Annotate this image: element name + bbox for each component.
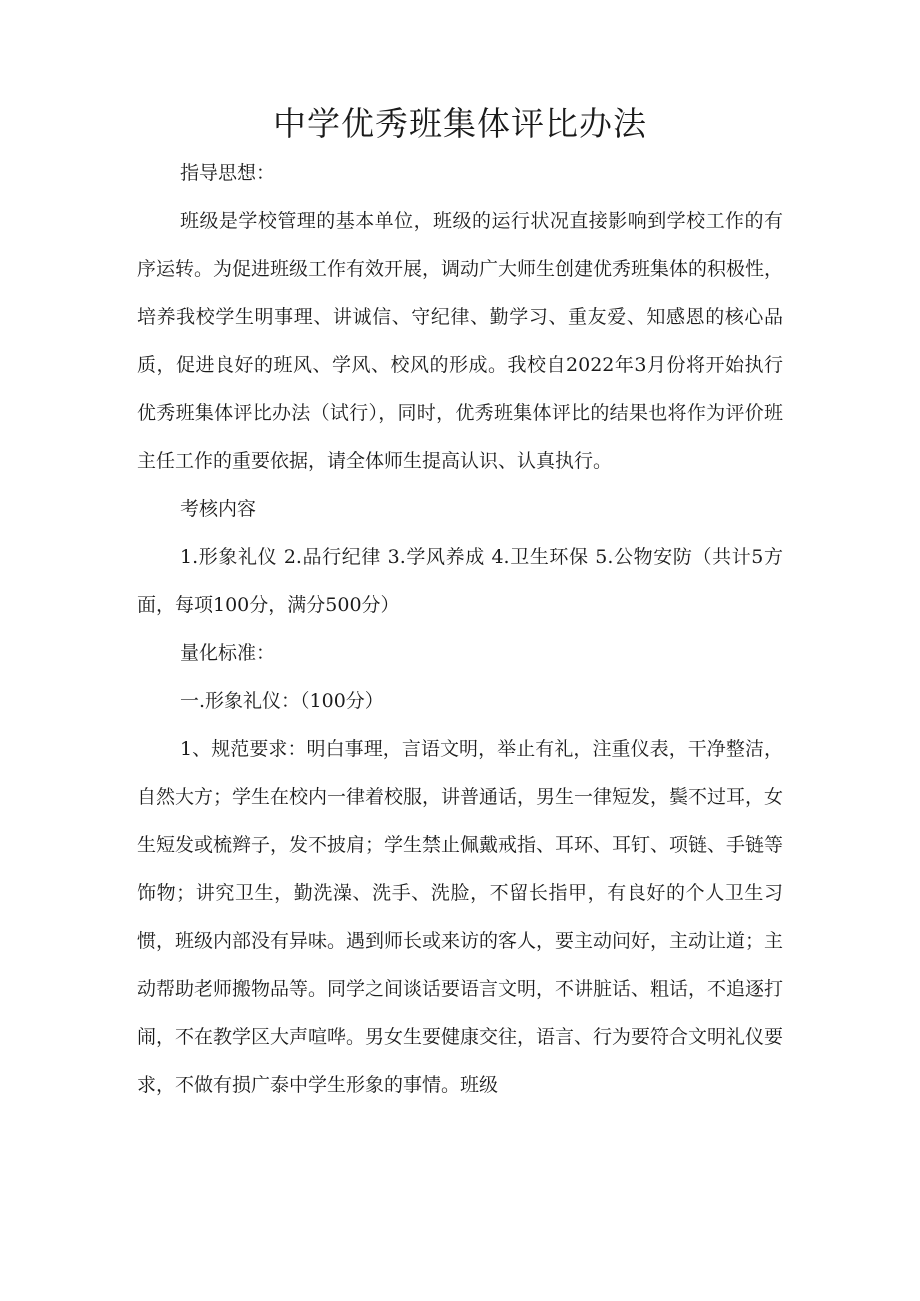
document-body [137,149,783,1109]
paragraph-guiding-heading: 指导思想： [180,162,276,184]
paragraph-section-one-rules: 1、规范要求：明白事理，言语文明，举止有礼，注重仪表，干净整洁，自然大方；学生在校内一律着校服，讲普通话，男生一律短发，鬓不过耳，女生短发或梳辫子，发不披肩；学生禁止佩戴戒指、耳环、耳钉、项链、手链等饰物；讲究卫生，勤洗澡、洗手、洗脸，不留长指甲，有良好的个人卫生习惯，班级内部没有异味。遇到师长或来访的客人，要主动问好，主动让道；主动帮助老师搬物品等。同学之间谈话要语言文明，不讲脏话、粗话，不追逐打闹，不在教学区大声喧哗。男女生要健康交往，语言、行为要符合文明礼仪要求，不做有损广泰中学生形象的事情。班级 [137,738,784,1096]
paragraph-assessment-items: 1.形象礼仪 2.品行纪律 3.学风养成 4.卫生环保 5.公物安防（共计5方面，每项100分，满分500分） [137,546,783,616]
paragraph-section-one-heading: 一.形象礼仪：（100分） [180,690,384,712]
paragraph-assessment-heading: 考核内容 [180,498,257,520]
document-title: 中学优秀班集体评比办法 [273,104,647,143]
paragraph-standards-heading: 量化标准： [180,642,276,664]
paragraph-guiding-text: 班级是学校管理的基本单位，班级的运行状况直接影响到学校工作的有序运转。为促进班级工作有效开展，调动广大师生创建优秀班集体的积极性，培养我校学生明事理、讲诚信、守纪律、勤学习、重友爱、知感恩的核心品质，促进良好的班风、学风、校风的形成。我校自2022年3月份将开始执行优秀班集体评比办法（试行），同时，优秀班集体评比的结果也将作为评价班主任工作的重要依据，请全体师生提高认识、认真执行。 [137,210,784,472]
